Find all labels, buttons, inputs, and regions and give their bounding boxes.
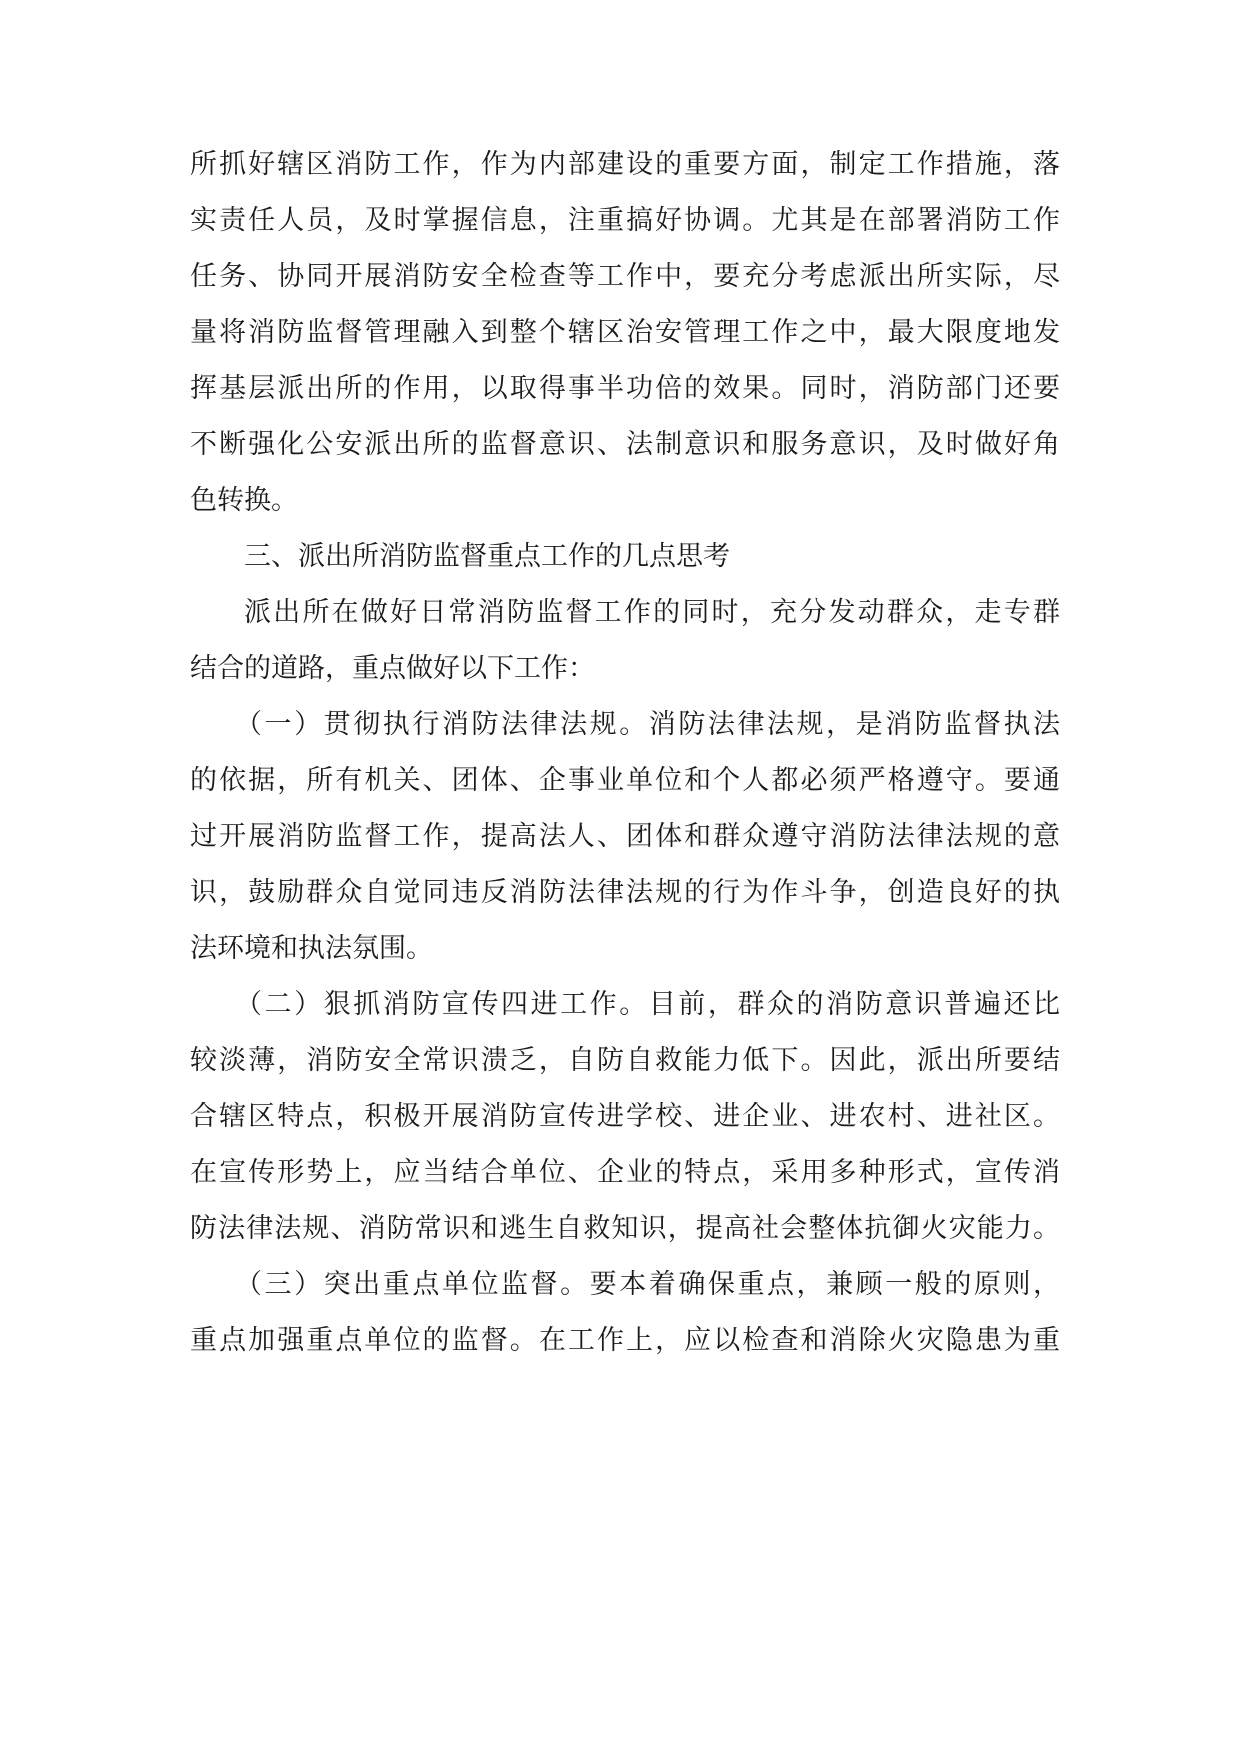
text-line: 不断强化公安派出所的监督意识、法制意识和服务意识，及时做好角 [190, 429, 1060, 460]
text-line: 任务、协同开展消防安全检查等工作中，要充分考虑派出所实际，尽 [190, 261, 1060, 292]
text-line: 法环境和执法氛围。 [190, 933, 433, 964]
text-line: 过开展消防监督工作，提高法人、团体和群众遵守消防法律法规的意 [190, 821, 1060, 852]
text-line: 量将消防监督管理融入到整个辖区治安管理工作之中，最大限度地发 [190, 317, 1060, 348]
text-line: 结合的道路，重点做好以下工作： [190, 653, 595, 684]
text-line: 防法律法规、消防常识和逃生自救知识，提高社会整体抗御火灾能力。 [190, 1213, 1060, 1244]
text-line: 的依据，所有机关、团体、企事业单位和个人都必须严格遵守。要通 [190, 765, 1060, 796]
text-line: 在宣传形势上，应当结合单位、企业的特点，采用多种形式，宣传消 [190, 1157, 1060, 1188]
text-line: 重点加强重点单位的监督。在工作上，应以检查和消除火灾隐患为重 [190, 1325, 1060, 1356]
text-line: 实责任人员，及时掌握信息，注重搞好协调。尤其是在部署消防工作 [190, 205, 1060, 236]
text-line: （一）贯彻执行消防法律法规。消防法律法规，是消防监督执法 [235, 709, 1060, 740]
text-line: （二）狠抓消防宣传四进工作。目前，群众的消防意识普遍还比 [235, 989, 1060, 1020]
text-line: 识，鼓励群众自觉同违反消防法律法规的行为作斗争，创造良好的执 [190, 877, 1060, 908]
text-line: 所抓好辖区消防工作，作为内部建设的重要方面，制定工作措施，落 [190, 149, 1060, 180]
section-heading: 三、派出所消防监督重点工作的几点思考 [244, 541, 730, 572]
text-line: 色转换。 [190, 485, 298, 516]
text-line: 合辖区特点，积极开展消防宣传进学校、进企业、进农村、进社区。 [190, 1101, 1060, 1132]
text-line: （三）突出重点单位监督。要本着确保重点，兼顾一般的原则， [235, 1269, 1060, 1300]
text-line: 挥基层派出所的作用，以取得事半功倍的效果。同时，消防部门还要 [190, 373, 1060, 404]
text-line: 较淡薄，消防安全常识溃乏，自防自救能力低下。因此，派出所要结 [190, 1045, 1060, 1076]
text-line: 派出所在做好日常消防监督工作的同时，充分发动群众，走专群 [244, 597, 1060, 628]
